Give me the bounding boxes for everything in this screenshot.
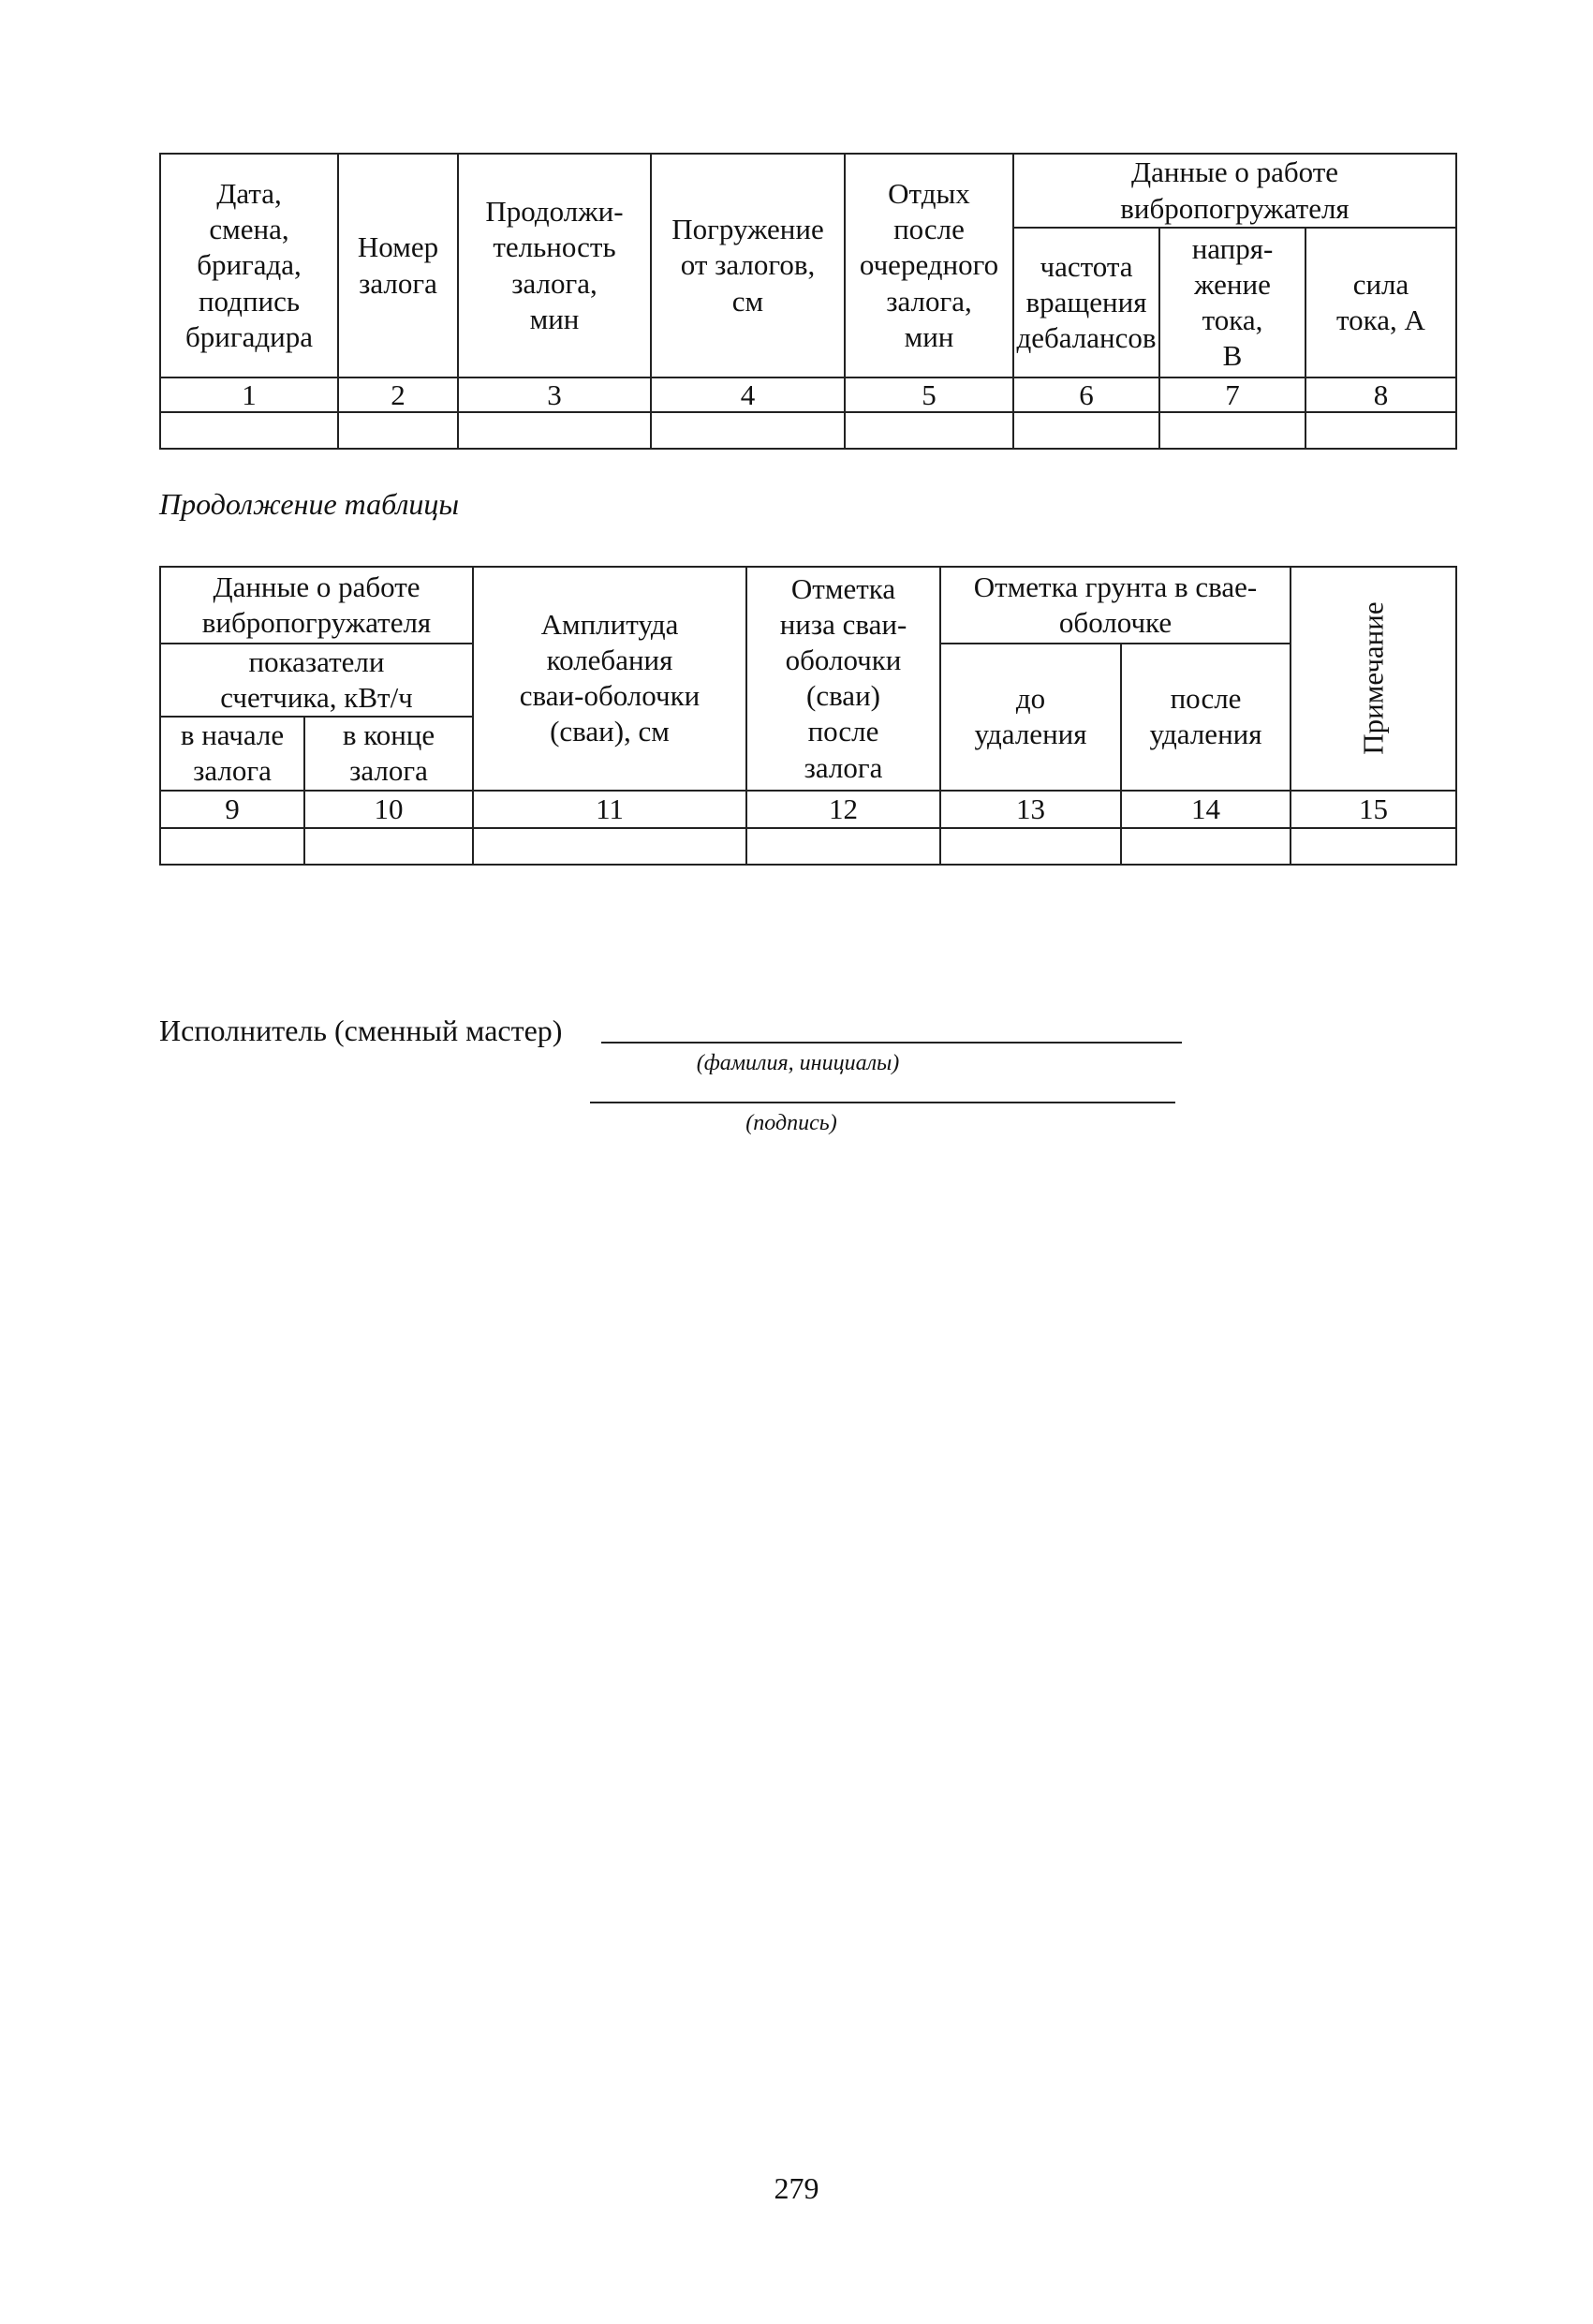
- column-number: 14: [1121, 791, 1291, 828]
- header-date-shift-brigade: Дата, смена, бригада, подпись бригадира: [160, 154, 338, 377]
- column-number: 10: [304, 791, 473, 828]
- empty-cell: [338, 412, 458, 449]
- column-number: 11: [473, 791, 746, 828]
- header-rotation-frequency: частота вращения дебалансов: [1013, 228, 1159, 377]
- header-pledge-duration: Продолжи- тельность залога, мин: [458, 154, 651, 377]
- empty-cell: [1291, 828, 1456, 865]
- column-number: 9: [160, 791, 304, 828]
- journal-table-part1: [159, 153, 1457, 450]
- column-number: 3: [458, 377, 651, 412]
- column-number: 1: [160, 377, 338, 412]
- header-amplitude: Амплитуда колебания сваи-оболочки (сваи), см: [473, 567, 746, 791]
- empty-cell: [1121, 828, 1291, 865]
- header-after-removal: после удаления: [1121, 644, 1291, 791]
- header-pledge-start: в начале залога: [160, 717, 304, 790]
- header-soil-mark: Отметка грунта в сваe- оболочке: [940, 567, 1291, 644]
- page-number: 279: [774, 2171, 819, 2205]
- empty-cell: [746, 828, 940, 865]
- header-before-removal: до удаления: [940, 644, 1121, 791]
- name-caption: (фамилия, инициалы): [696, 1051, 900, 1075]
- empty-cell: [845, 412, 1013, 449]
- header-vibrodriver-data: Данные о работе вибропогружателя: [1013, 154, 1456, 228]
- header-voltage: напря- жение тока, В: [1159, 228, 1305, 377]
- empty-cell: [160, 828, 304, 865]
- header-vibrodriver-data: Данные о работе вибропогружателя: [160, 567, 473, 644]
- column-number: 4: [651, 377, 845, 412]
- empty-cell: [651, 412, 845, 449]
- table-row: [160, 412, 1456, 449]
- column-number: 7: [1159, 377, 1305, 412]
- column-number: 2: [338, 377, 458, 412]
- empty-cell: [940, 828, 1121, 865]
- header-note-cell: [1291, 567, 1456, 791]
- continuation-title: Продолжение таблицы: [159, 487, 460, 521]
- empty-cell: [1305, 412, 1456, 449]
- sign-signature-line: [590, 1102, 1175, 1103]
- header-current: сила тока, А: [1305, 228, 1456, 377]
- executor-label: Исполнитель (сменный мастер): [159, 1014, 563, 1047]
- header-immersion: Погружение от залогов, см: [651, 154, 845, 377]
- empty-cell: [458, 412, 651, 449]
- sign-caption: (подпись): [745, 1111, 837, 1135]
- header-rest-after-pledge: Отдых после очередного залога, мин: [845, 154, 1013, 377]
- column-number: 5: [845, 377, 1013, 412]
- header-meter-readings: показатели счетчика, кВт/ч: [160, 644, 473, 717]
- empty-cell: [1159, 412, 1305, 449]
- column-number: 12: [746, 791, 940, 828]
- table-row: [160, 828, 1456, 865]
- column-number: 8: [1305, 377, 1456, 412]
- column-number: 6: [1013, 377, 1159, 412]
- header-pledge-number: Номер залога: [338, 154, 458, 377]
- header-pledge-end: в конце залога: [304, 717, 473, 790]
- empty-cell: [304, 828, 473, 865]
- name-signature-line: [601, 1042, 1182, 1044]
- column-number: 15: [1291, 791, 1456, 828]
- journal-table-part2: [159, 566, 1457, 866]
- header-bottom-mark: Отметка низа сваи- оболочки (сваи) после залога: [746, 567, 940, 791]
- column-number: 13: [940, 791, 1121, 828]
- header-note: Примечание: [1356, 601, 1390, 755]
- empty-cell: [1013, 412, 1159, 449]
- empty-cell: [473, 828, 746, 865]
- empty-cell: [160, 412, 338, 449]
